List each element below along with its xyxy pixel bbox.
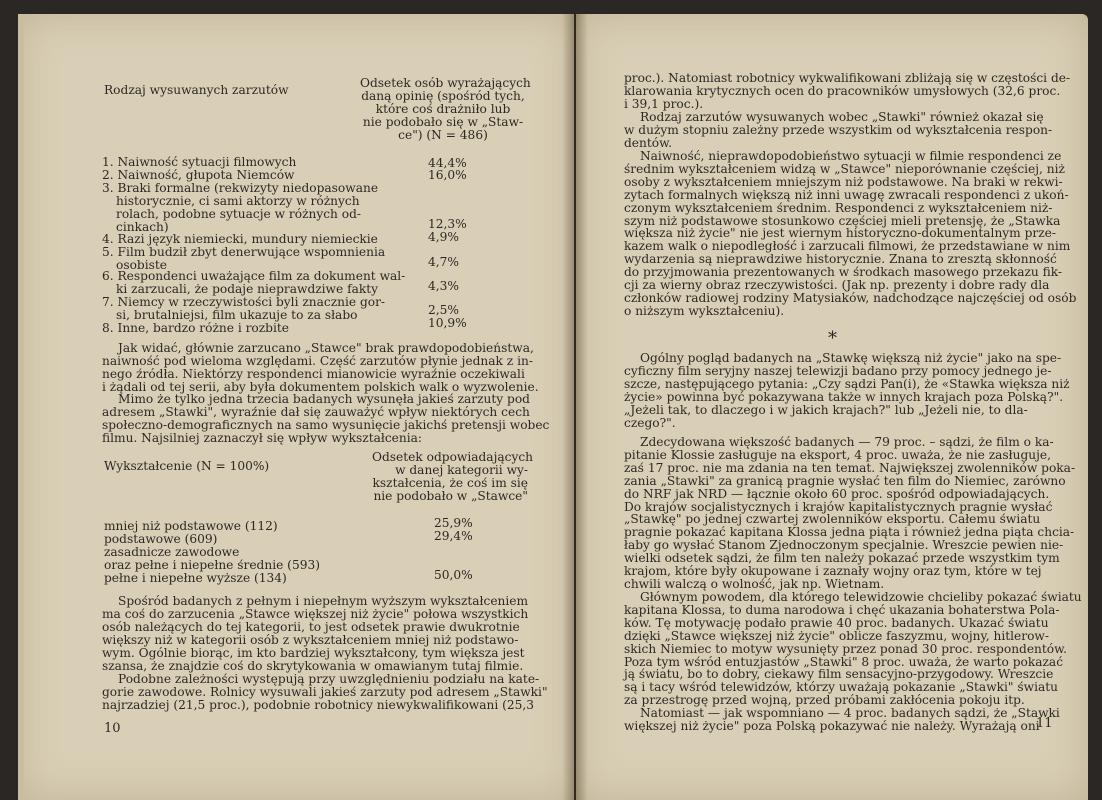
table1-col2-header: Odsetek osób wyrażających daną opinię (spośród tych, które coś drażniło lub nie podobało się w „Staw- ce") (N = 486) (360, 76, 531, 142)
table1-value-7: 2,5% (428, 303, 459, 317)
right-paragraph-4: Ogólny pogląd badanych na „Stawkę większą niż życie" jako na spe- cyficzny film seryjny naszej telewizji badano przy pomocy jednego je- szcze, następującego pytania: „Czy sądzi Pan(i), że «Stawka większa niż życie» powinna być pokazywana także w innych krajach poza Polską?". „Jeżeli tak, to dlaczego i w jakich krajach?" lub „Jeżeli nie, to dla- czego?". (624, 351, 1070, 430)
table1-value-6: 4,3% (428, 279, 459, 293)
table1-row-4: 4. Razi język niemiecki, mundury niemieckie (102, 232, 378, 246)
left-paragraph-4: Podobne zależności występują przy uwzględnieniu podziału na kate- gorie zawodowe. Rolnicy wysuwali jakieś zarzuty pod adresem „Stawki" najrzadziej (21,5 proc.), podobnie robotnicy niewykwalifikowani (25,3 (102, 672, 548, 712)
table1-row-1: 1. Naiwność sytuacji filmowych (102, 155, 297, 169)
table1-value-1: 44,4% (428, 156, 467, 170)
left-paragraph-3: Spośród badanych z pełnym i niepełnym wyższym wykształceniem ma coś do zarzucenia „Stawce większej niż życie" połowa wszystkich osób należących do tej kategorii, to jest odsetek prawie dwukrotnie większy niż w kategorii osób z wykształceniem mniej niż podstawo- wym. Ogólnie biorąc, im kto bardziej wykształcony, tym większa jest szansa, że znajdzie coś do skrytykowania w omawianym tutaj filmie. (102, 594, 529, 673)
table2-labels: mniej niż podstawowe (112) podstawowe (609) zasadnicze zawodowe oraz pełne i niepełne średnie (593) pełne i niepełne wyższe (134) (104, 519, 320, 585)
right-paragraph-3: Naiwność, nieprawdopodobieństwo sytuacji w filmie respondenci ze średnim wykształceniem widzą w „Stawce" nieporównanie częściej, niż osoby z wykształceniem mniejszym niż podstawowe. Na braki w rekwi- zytach formalnych większą niż inni uwagę zwracali respondenci z ukoń- czonym wykształceniem średnim. Respondenci z wykształceniem niż- szym niż podstawowe stosunkowo częściej mieli pretensję, że „Stawka większa niż życie" nie jest wiernym historyczno-dokumentalnym prze- kazem walk o niepodległość i zarzucali filmowi, że przedstawiane w nim wydarzenia są nieprawdziwe historycznie. Znana to zresztą skłonność do przyjmowania prezentowanych w środkach masowego przekazu fik- cji za wierny obraz rzeczywistości. (Jak np. prezenty i dobre rady dla członków radiowej rodziny Matysiaków, nadchodzące najczęściej od osób o niższym wykształceniu). (624, 149, 1077, 318)
table2-value-2: 29,4% (434, 529, 473, 543)
table2-value-1: 25,9% (434, 516, 473, 530)
table2-value-5: 50,0% (434, 568, 473, 582)
book-gutter (562, 14, 588, 800)
table1-value-4: 4,9% (428, 230, 459, 244)
table1-row-3: 3. Braki formalne (rekwizyty niedopasowane historycznie, ci sami aktorzy w różnych rolach, podobne sytuacje w różnych od- cinkach) (102, 181, 379, 234)
left-page-number: 10 (104, 721, 121, 736)
table1-row-8: 8. Inne, bardzo różne i rozbite (102, 321, 289, 335)
table2-col2-header: Odsetek odpowiadających w danej kategorii wy- kształcenia, że coś im się nie podobało w „Stawce" (372, 450, 534, 503)
table1-value-5: 4,7% (428, 255, 459, 269)
right-paragraph-1: proc.). Natomiast robotnicy wykwalifikowani zbliżają się w częstości de- klarowania krytycznych ocen do pracowników umysłowych (32,6 proc. i 39,1 proc.). (624, 71, 1071, 111)
table1-value-3: 12,3% (428, 217, 467, 231)
table1-row-5: 5. Film budził zbyt denerwujące wspomnienia osobiste (102, 245, 386, 272)
table1-row-6: 6. Respondenci uważające film za dokument wal- ki zarzucali, że podaje nieprawdziwe fakty (102, 269, 406, 296)
table1-value-8: 10,9% (428, 316, 467, 330)
section-asterisk: * (828, 328, 837, 349)
right-paragraph-5: Zdecydowana większość badanych — 79 proc. – sądzi, że film o ka- pitanie Klossie zasługuje na eksport, 4 proc. uważa, że nie zasługuje, zaś 17 proc. nie ma zdania na ten temat. Największej zwolenników poka- zania „Stawki" za granicą pragnie wysłać ten film do Niemiec, zarówno do NRF jak NRD — łącznie około 60 proc. spośród odpowiadających. Do krajów socjalistycznych i krajów kapitalistycznych pragnie wysłać „Stawkę" po jednej czwartej zwolenników eksportu. Całemu światu pragnie pokazać kapitana Klossa jedna piąta i również jedna piąta chcia- łaby go wysłać Stanom Zjednoczonym specjalnie. Wreszcie pewien nie- wielki odsetek sądzi, że film ten należy pokazać przede wszystkim tym krajom, które były okupowane i zaznały wojny oraz tym, które w tej chwili walczą o wolność, jak np. Wietnam. (624, 435, 1076, 591)
table1-row-2: 2. Naiwność, głupota Niemców (102, 168, 295, 182)
right-page-number: 11 (1036, 716, 1053, 731)
page-edge-left (18, 14, 24, 800)
table1-row-7: 7. Niemcy w rzeczywistości byli znacznie gor- si, brutalniejsi, film ukazuje to za słabo (102, 295, 386, 322)
right-paragraph-7: Natomiast — jak wspomniano — 4 proc. badanych sądzi, że „Stawki większej niż życie" poza Polską pokazywać nie należy. Wyrażają oni (624, 706, 1060, 733)
table1-value-2: 16,0% (428, 168, 467, 182)
right-paragraph-2: Rodzaj zarzutów wysuwanych wobec „Stawki" również okazał się w dużym stopniu zależny przede wszystkim od wykształcenia respon- dentów. (624, 110, 1053, 150)
left-paragraph-1: Jak widać, głównie zarzucano „Stawce" brak prawdopodobieństwa, naiwność pod wieloma względami. Część zarzutów płynie jednak z in- nego źródła. Niektórzy respondenci mianowicie wyraźnie oczekiwali i żądali od tej serii, aby była dokumentem polskich walk o wyzwolenie. (102, 341, 539, 394)
left-paragraph-2: Mimo że tylko jedna trzecia badanych wysunęła jakieś zarzuty pod adresem „Stawki", wyraźnie dał się zauważyć wpływ niektórych cech społeczno-demograficznych na samo wysunięcie jakichś pretensji wobec filmu. Najsilniej zaznaczył się wpływ wykształcenia: (102, 392, 550, 445)
table1-col1-header: Rodzaj wysuwanych zarzutów (104, 83, 289, 97)
table2-col1-header: Wykształcenie (N = 100%) (104, 459, 270, 473)
right-paragraph-6: Głównym powodem, dla którego telewidzowie chcieliby pokazać światu kapitana Klossa, to duma narodowa i chęć ukazania bohaterstwa Pola- ków. Tę motywację podało prawie 40 proc. badanych. Ukazać światu dzięki „Stawce większej niż życie" oblicze faszyzmu, wojny, hitlerow- skich Niemiec to motyw wysunięty przez ponad 30 proc. respondentów. Poza tym wśród entuzjastów „Stawki" 8 proc. uważa, że warto pokazać ją światu, bo to dobry, ciekawy film sensacyjno-przygodowy. Wreszcie są i tacy wśród telewidzów, którzy uważają pokazanie „Stawki" światu za przestrogę przed wojną, przed próbami zakłócenia pokoju itp. (624, 590, 1082, 708)
